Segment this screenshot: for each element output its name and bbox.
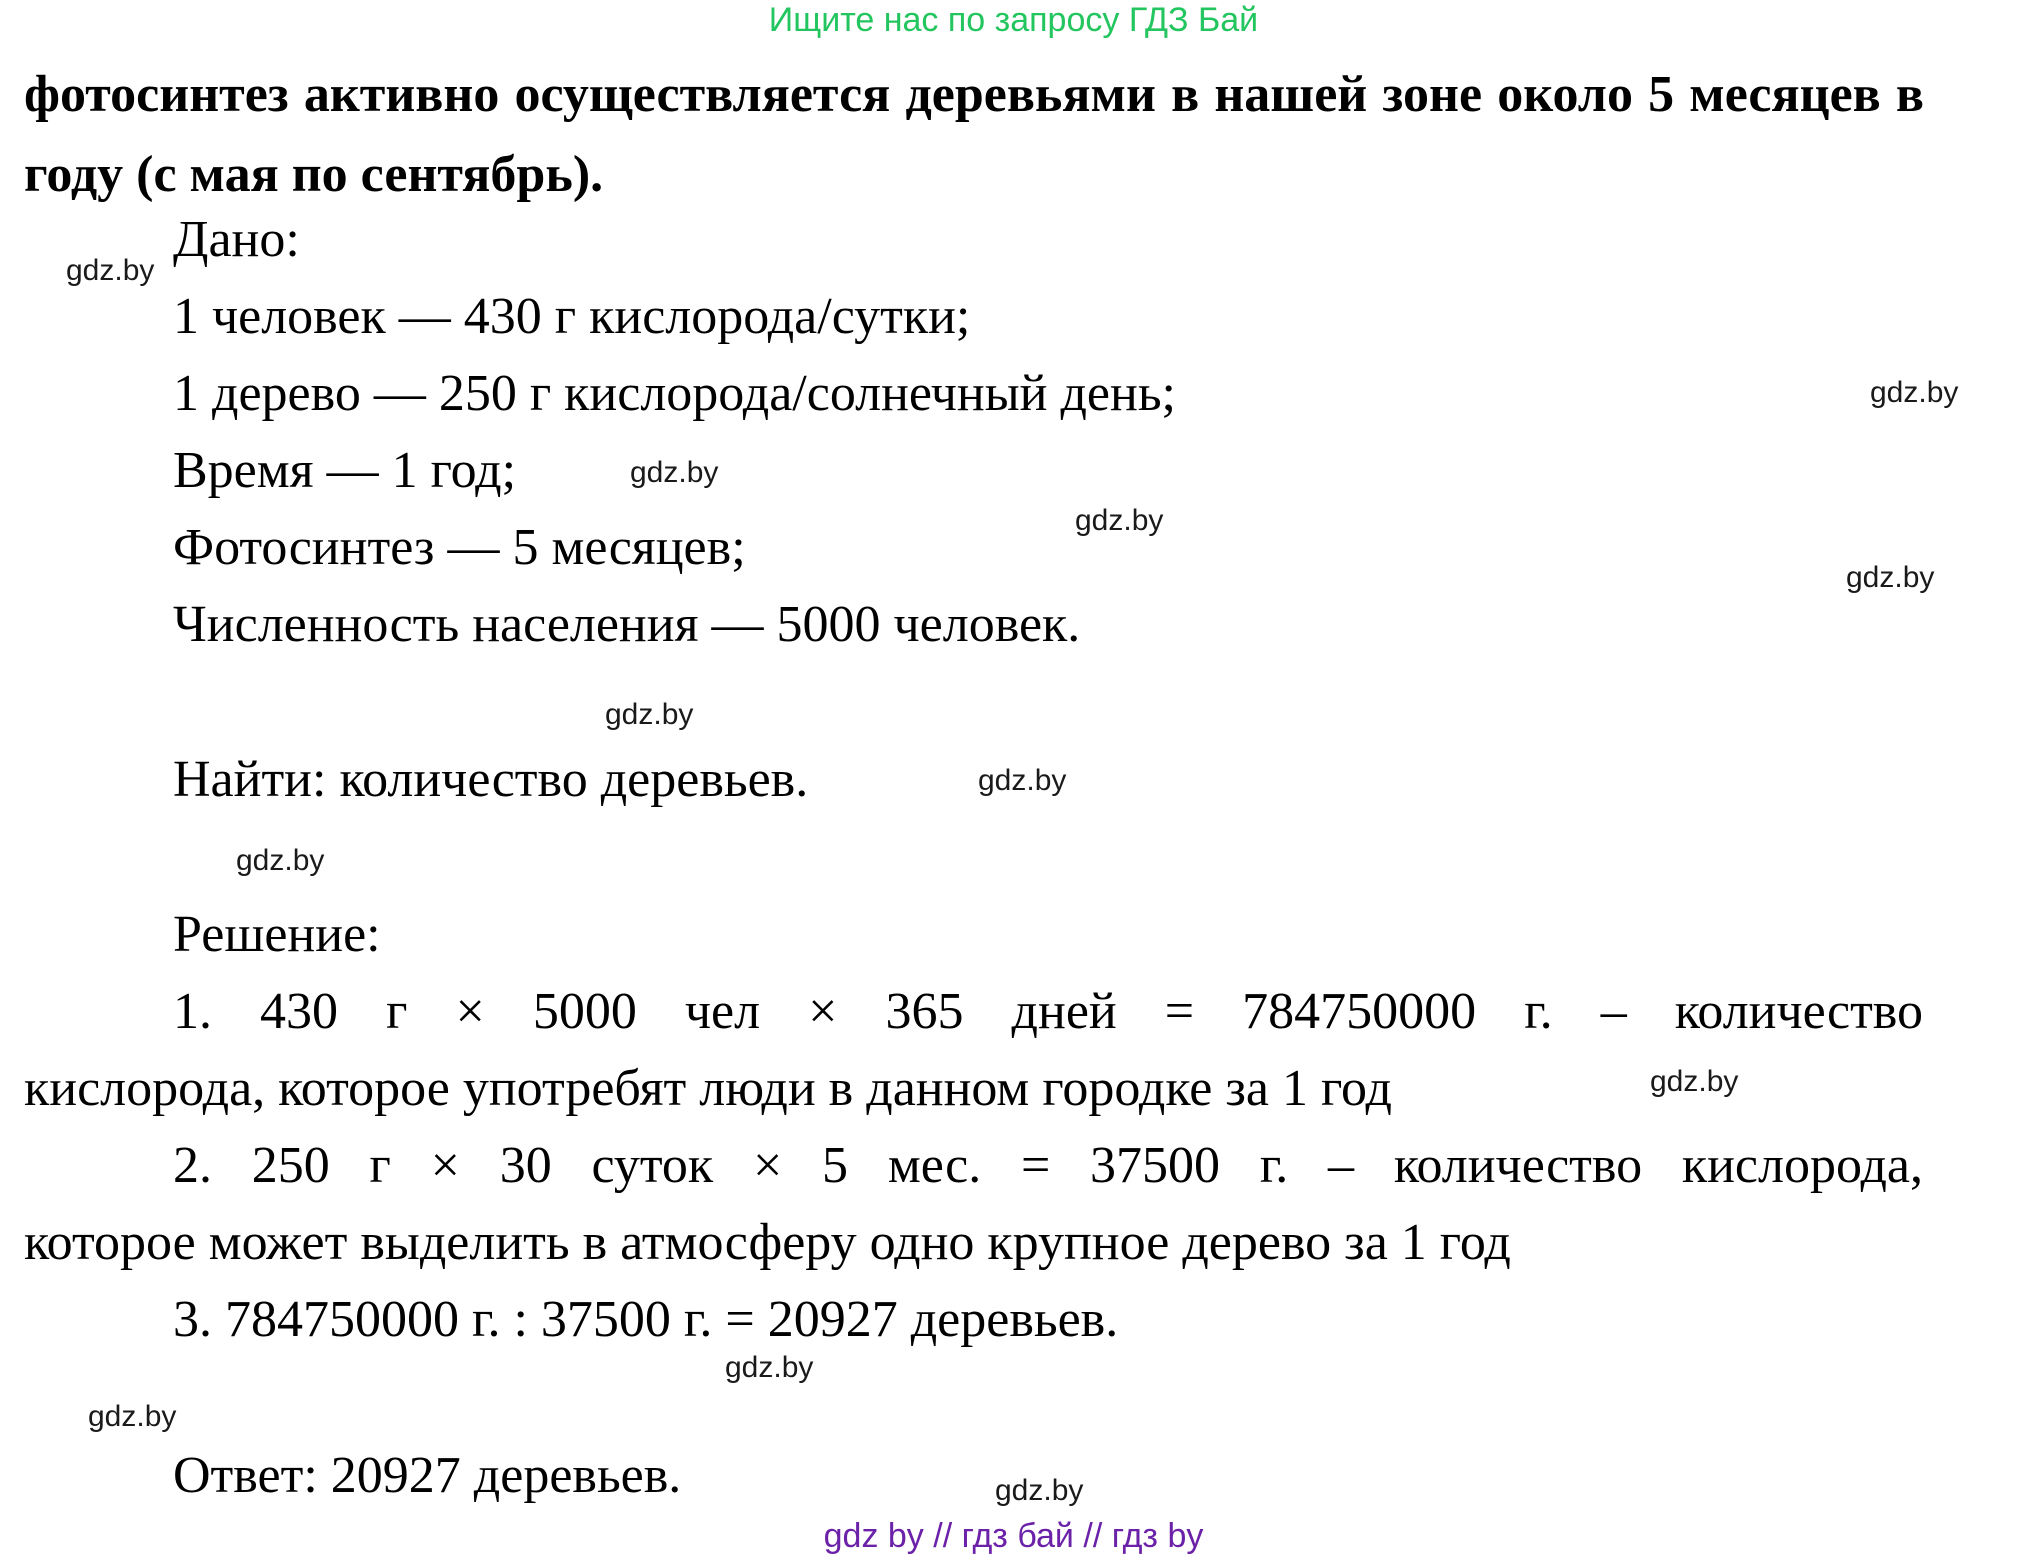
given-line-tree: 1 дерево — 250 г кислорода/солнечный день; — [173, 365, 1176, 422]
solution-step1-line2: кислорода, которое употребят люди в данном городке за 1 год — [24, 1060, 1392, 1117]
solution-step2-line1: 2. 250 г × 30 суток × 5 мес. = 37500 г. – количество кислорода, — [173, 1137, 1923, 1194]
given-title: Дано: — [173, 211, 300, 268]
watermark: gdz.by — [978, 764, 1067, 797]
footer-links[interactable]: gdz by // гдз бай // гдз by — [823, 1517, 1204, 1555]
watermark: gdz.by — [605, 698, 694, 731]
given-line-time: Время — 1 год; — [173, 442, 517, 499]
answer-text: Ответ: 20927 деревьев. — [173, 1447, 682, 1504]
watermark: gdz.by — [725, 1351, 814, 1384]
given-line-photosynthesis: Фотосинтез — 5 месяцев; — [173, 519, 746, 576]
watermark: gdz.by — [1846, 561, 1935, 594]
watermark: gdz.by — [88, 1400, 177, 1433]
watermark: gdz.by — [1075, 504, 1164, 537]
watermark: gdz.by — [66, 254, 155, 287]
given-line-person: 1 человек — 430 г кислорода/сутки; — [173, 288, 971, 345]
watermark: gdz.by — [995, 1474, 1084, 1507]
solution-step2-line2: которое может выделить в атмосферу одно крупное дерево за 1 год — [24, 1214, 1511, 1271]
watermark: gdz.by — [630, 456, 719, 489]
watermark: gdz.by — [1650, 1065, 1739, 1098]
solution-step1-line1: 1. 430 г × 5000 чел × 365 дней = 784750000 г. – количество — [173, 983, 1923, 1040]
solution-title: Решение: — [173, 906, 381, 963]
solution-step3: 3. 784750000 г. : 37500 г. = 20927 деревьев. — [173, 1291, 1119, 1348]
watermark: gdz.by — [1870, 376, 1959, 409]
watermark: gdz.by — [236, 844, 325, 877]
find-text: Найти: количество деревьев. — [173, 751, 809, 808]
search-hint-link[interactable]: Ищите нас по запросу ГДЗ Бай — [768, 1, 1259, 39]
intro-text: фотосинтез активно осуществляется деревьями в нашей зоне около 5 месяцев в году (с мая по сентябрь). — [24, 66, 1924, 203]
given-line-population: Численность населения — 5000 человек. — [173, 596, 1081, 653]
